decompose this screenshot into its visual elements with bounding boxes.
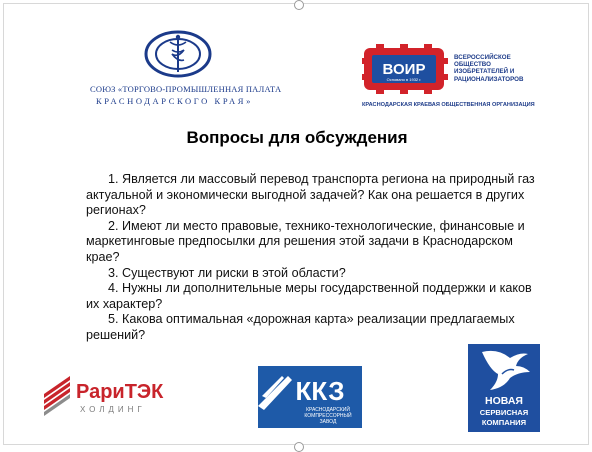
question-item: 3. Существуют ли риски в этой области? [108, 265, 346, 280]
tpp-name-line1: СОЮЗ «ТОРГОВО-ПРОМЫШЛЕННАЯ ПАЛАТА [90, 84, 282, 94]
voir-caption: КРАСНОДАРСКАЯ КРАЕВАЯ ОБЩЕСТВЕННАЯ ОРГАНИЗАЦИЯ [362, 102, 535, 108]
kkz-logo [258, 366, 362, 428]
question-item: 1. Является ли массовый перевод транспорта региона на природный газ актуальной и экономически выгодной задачей? Как она решается в других регионах? [86, 172, 535, 218]
voir-gear-icon [362, 44, 448, 94]
tpp-name-line2: КРАСНОДАРСКОГО КРАЯ» [96, 96, 253, 106]
voir-name [454, 54, 544, 83]
kkz-name: ККЗ [295, 376, 345, 406]
voir-name-line: ОБЩЕСТВО [454, 61, 491, 69]
presentation-slide[interactable] [3, 3, 589, 445]
ritek-logo [40, 372, 202, 416]
bottom-resize-handle[interactable] [294, 442, 304, 452]
top-resize-handle[interactable] [294, 0, 304, 10]
kkz-caption-line: КОМПРЕССОРНЫЙ [304, 413, 352, 419]
kkz-caption-line: КРАСНОДАРСКИЙ [306, 407, 350, 413]
ritek-sub: ХОЛДИНГ [80, 405, 146, 414]
nsk-logo [468, 344, 540, 432]
voir-badge-subtext: Основано в 1932 г. [386, 77, 422, 82]
tpp-emblem-icon [144, 30, 212, 78]
tpp-logo [90, 30, 280, 120]
question-item: 2. Имеют ли место правовые, технико-технологические, финансовые и маркетинговые предпосылки для решения этой задачи в Краснодарском крае? [86, 218, 525, 264]
voir-name-line: ИЗОБРЕТАТЕЛЕЙ И [454, 68, 515, 76]
ritek-name: РариТЭК [76, 381, 164, 403]
voir-name-line: ВСЕРОССИЙСКОЕ [454, 54, 511, 61]
slide-title: Вопросы для обсуждения [186, 128, 408, 147]
question-item: 5. Какова оптимальная «дорожная карта» реализации предлагаемых решений? [86, 312, 515, 342]
kkz-caption-line: ЗАВОД [319, 419, 337, 425]
nsk-line: КОМПАНИЯ [481, 418, 527, 427]
nsk-line: СЕРВИСНАЯ [479, 408, 529, 417]
nsk-line: НОВАЯ [485, 395, 523, 407]
voir-logo [362, 44, 552, 114]
voir-name-line: РАЦИОНАЛИЗАТОРОВ [454, 75, 524, 83]
questions-list [86, 172, 546, 344]
question-item: 4. Нужны ли дополнительные меры государственной поддержки и каков их характер? [86, 281, 532, 311]
voir-badge-text: ВОИР [382, 61, 426, 78]
